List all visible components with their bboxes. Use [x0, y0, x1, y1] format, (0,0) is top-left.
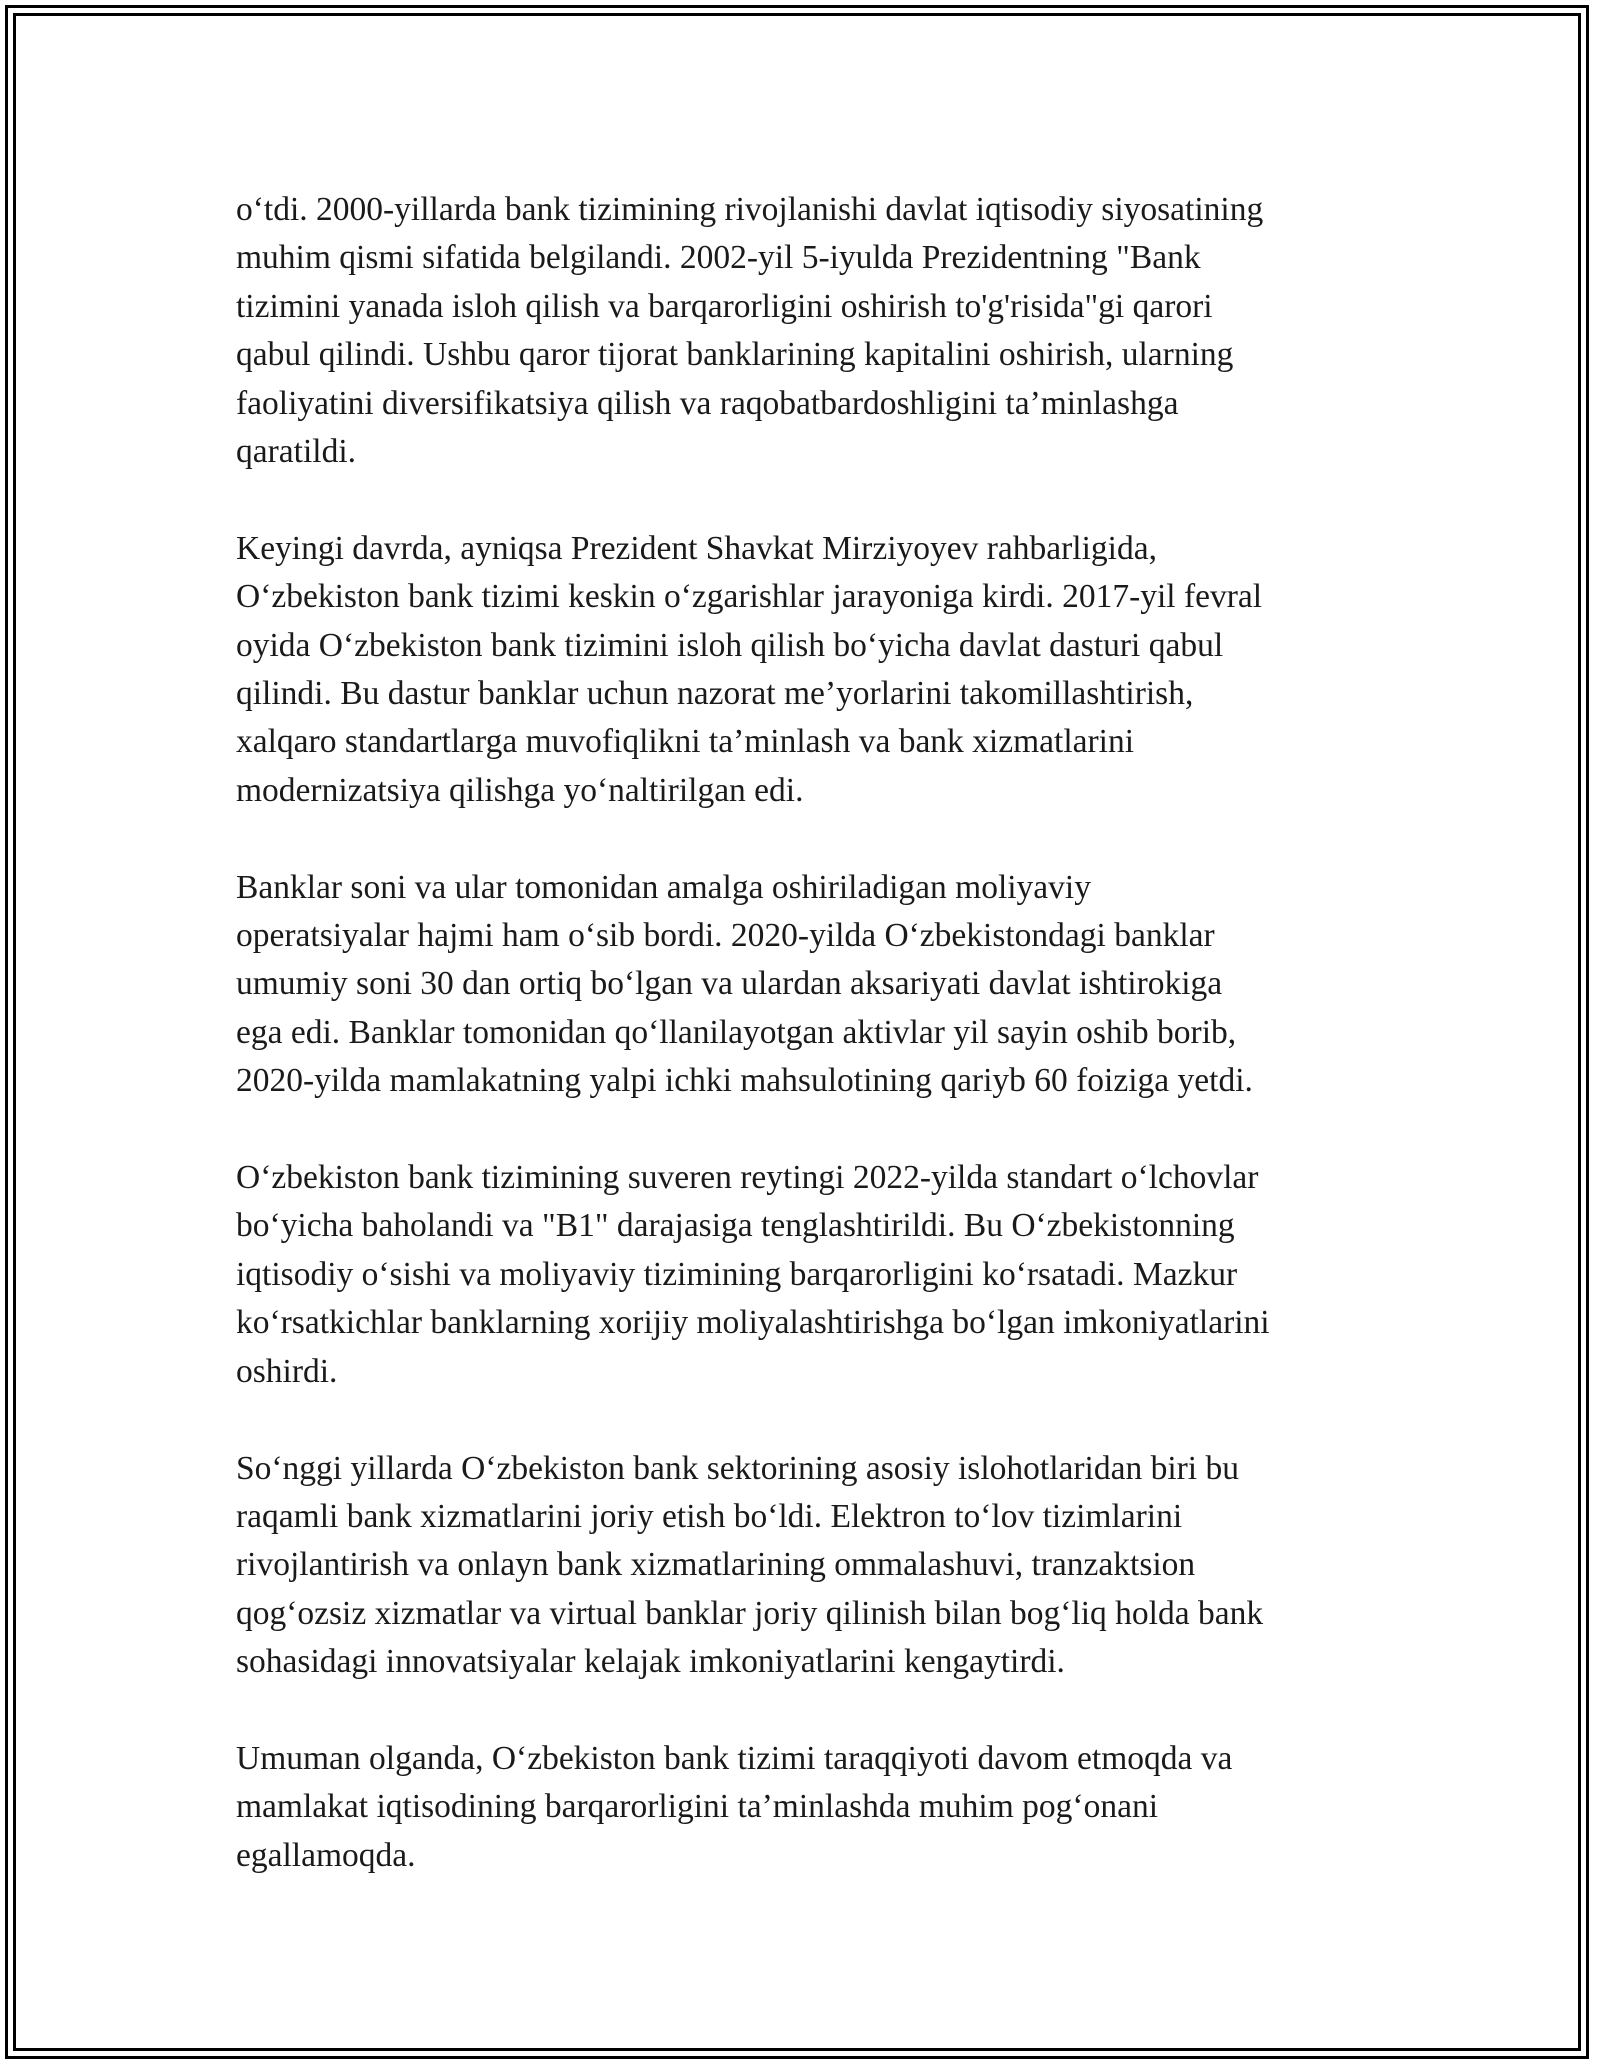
text-line: modernizatsiya qilishga yo‘naltirilgan edi. — [236, 771, 804, 809]
text-line: oshirdi. — [236, 1352, 338, 1390]
paragraph-2 — [236, 525, 1386, 815]
text-line: muhim qismi sifatida belgilandi. 2002-yil 5-iyulda Prezidentning "Bank — [236, 239, 1201, 277]
paragraph-1 — [236, 186, 1386, 476]
text-line: faoliyatini diversifikatsiya qilish va raqobatbardoshligini ta’minlashga — [236, 384, 1179, 422]
text-line: Banklar soni va ular tomonidan amalga oshiriladigan moliyaviy — [236, 868, 1091, 906]
paragraph-4 — [236, 1154, 1386, 1396]
text-line: operatsiyalar hajmi ham o‘sib bordi. 2020-yilda O‘zbekistondagi banklar — [236, 917, 1215, 955]
text-line: rivojlantirish va onlayn bank xizmatlarining ommalashuvi, tranzaktsion — [236, 1546, 1196, 1584]
text-line: umumiy soni 30 dan ortiq bo‘lgan va ulardan aksariyati davlat ishtirokiga — [236, 965, 1223, 1003]
text-line: O‘zbekiston bank tizimining suveren reytingi 2022-yilda standart o‘lchovlar — [236, 1159, 1259, 1197]
text-line: tizimini yanada isloh qilish va barqarorligini oshirish to'g'risida"gi qarori — [236, 287, 1213, 325]
paragraph-5 — [236, 1445, 1386, 1687]
text-line: raqamli bank xizmatlarini joriy etish bo‘ldi. Elektron to‘lov tizimlarini — [236, 1497, 1183, 1535]
text-line: sohasidagi innovatsiyalar kelajak imkoniyatlarini kengaytirdi. — [236, 1643, 1065, 1681]
paragraph-6 — [236, 1735, 1386, 1880]
text-line: qabul qilindi. Ushbu qaror tijorat banklarining kapitalini oshirish, ularning — [236, 336, 1234, 374]
text-line: So‘nggi yillarda O‘zbekiston bank sektorining asosiy islohotlaridan biri bu — [236, 1449, 1239, 1487]
text-line: O‘zbekiston bank tizimi keskin o‘zgarishlar jarayoniga kirdi. 2017-yil fevral — [236, 578, 1263, 616]
text-line: qog‘ozsiz xizmatlar va virtual banklar joriy qilinish bilan bog‘liq holda bank — [236, 1594, 1264, 1632]
text-line: egallamoqda. — [236, 1836, 416, 1874]
text-line: 2020-yilda mamlakatning yalpi ichki mahsulotining qariyb 60 foiziga yetdi. — [236, 1062, 1253, 1100]
text-line: mamlakat iqtisodining barqarorligini ta’minlashda muhim pog‘onani — [236, 1788, 1159, 1826]
text-line: ko‘rsatkichlar banklarning xorijiy moliyalashtirishga bo‘lgan imkoniyatlarini — [236, 1304, 1270, 1342]
text-line: Keyingi davrda, ayniqsa Prezident Shavkat Mirziyoyev rahbarligida, — [236, 529, 1157, 567]
text-line: Umuman olganda, O‘zbekiston bank tizimi taraqqiyoti davom etmoqda va — [236, 1739, 1233, 1777]
paragraph-3 — [236, 864, 1386, 1106]
text-line: ega edi. Banklar tomonidan qo‘llanilayotgan aktivlar yil sayin oshib borib, — [236, 1013, 1237, 1051]
text-line: oyida O‘zbekiston bank tizimini isloh qilish bo‘yicha davlat dasturi qabul — [236, 626, 1224, 664]
text-line: qilindi. Bu dastur banklar uchun nazorat me’yorlarini takomillashtirish, — [236, 675, 1194, 713]
text-line: o‘tdi. 2000-yillarda bank tizimining rivojlanishi davlat iqtisodiy siyosatining — [236, 191, 1264, 228]
text-line: iqtisodiy o‘sishi va moliyaviy tizimining barqarorligini ko‘rsatadi. Mazkur — [236, 1255, 1238, 1293]
text-line: bo‘yicha baholandi va "B1" darajasiga tenglashtirildi. Bu O‘zbekistonning — [236, 1207, 1235, 1245]
text-line: xalqaro standartlarga muvofiqlikni ta’minlash va bank xizmatlarini — [236, 723, 1135, 761]
document-body — [236, 186, 1386, 1880]
text-line: qaratildi. — [236, 433, 356, 471]
